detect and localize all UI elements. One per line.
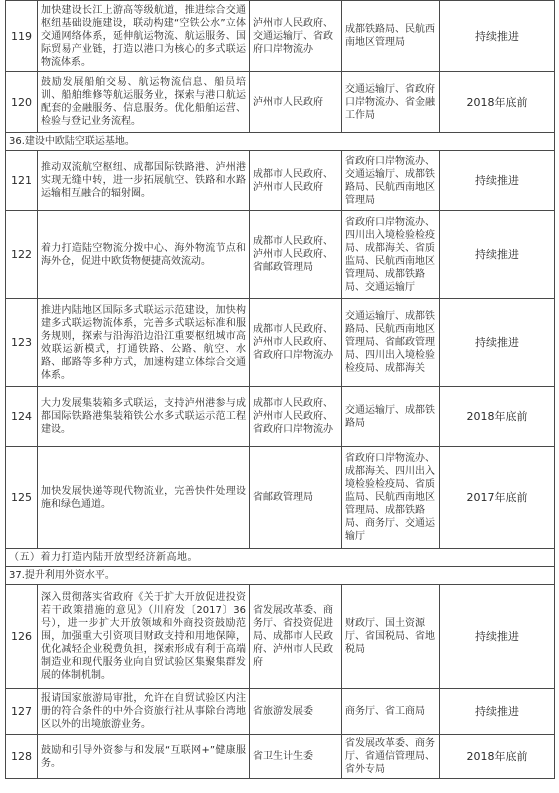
table-row bbox=[6, 387, 555, 447]
table-row bbox=[6, 151, 555, 211]
section-row bbox=[6, 133, 555, 151]
partner-department: 省发展改革委、商务厅、省通信管理局、省外专局 bbox=[342, 735, 440, 779]
task-description: 鼓励和引导外资参与和发展“互联网+”健康服务。 bbox=[38, 735, 250, 779]
time-limit: 持续推进 bbox=[440, 211, 555, 299]
item-number: 121 bbox=[6, 151, 38, 211]
item-number: 125 bbox=[6, 447, 38, 549]
time-limit: 2018年底前 bbox=[440, 387, 555, 447]
time-limit: 2018年底前 bbox=[440, 72, 555, 133]
time-limit: 2017年底前 bbox=[440, 447, 555, 549]
section-heading: 37.提升利用外资水平。 bbox=[6, 567, 555, 585]
table-row bbox=[6, 72, 555, 133]
task-description: 大力发展集装箱多式联运，支持泸州港参与成都国际铁路港集装箱铁公水多式联运示范工程建设。 bbox=[38, 387, 250, 447]
table-row bbox=[6, 585, 555, 689]
time-limit: 持续推进 bbox=[440, 585, 555, 689]
table-row bbox=[6, 299, 555, 387]
task-description: 着力打造陆空物流分拨中心、海外物流节点和海外仓，促进中欧货物便捷高效流动。 bbox=[38, 211, 250, 299]
partner-department: 省政府口岸物流办、四川出入境检验检疫局、成都海关、省质监局、民航西南地区管理局、成都铁路局、交通运输厅 bbox=[342, 211, 440, 299]
item-number: 127 bbox=[6, 689, 38, 735]
section-heading: 36.建设中欧陆空联运基地。 bbox=[6, 133, 555, 151]
time-limit: 持续推进 bbox=[440, 299, 555, 387]
lead-department: 成都市人民政府、泸州市人民政府、省政府口岸物流办 bbox=[250, 387, 342, 447]
task-description: 推进内陆地区国际多式联运示范建设，加快构建多式联运物流体系，完善多式联运标准和服务规则，探索与沿海沿边沿江重要枢纽城市高效联运新模式，打通铁路、公路、航空、水路、邮路等多种方式，加速构建立体综合交通体系。 bbox=[38, 299, 250, 387]
lead-department: 成都市人民政府、泸州市人民政府 bbox=[250, 151, 342, 211]
task-description: 加快发展快递等现代物流业，完善快件处理设施和绿色通道。 bbox=[38, 447, 250, 549]
task-description: 推动双流航空枢纽、成都国际铁路港、泸州港实现无缝中转，进一步拓展航空、铁路和水路运输相互融合的辐射圈。 bbox=[38, 151, 250, 211]
task-description: 深入贯彻落实省政府《关于扩大开放促进投资若干政策措施的意见》（川府发〔2017〕36号），进一步扩大开放领域和外商投资鼓励范围，加强重大引资项目财政支持和用地保障，优化减轻企业税费负担，探索形成有利于高端制造业和现代服务业向自贸试验区集聚集群发展的体制机制。 bbox=[38, 585, 250, 689]
partner-department: 商务厅、省工商局 bbox=[342, 689, 440, 735]
lead-department: 省卫生计生委 bbox=[250, 735, 342, 779]
time-limit: 2018年底前 bbox=[440, 735, 555, 779]
task-description: 报请国家旅游局审批，允许在自贸试验区内注册的符合条件的中外合资旅行社从事除台湾地区以外的出境旅游业务。 bbox=[38, 689, 250, 735]
partner-department: 交通运输厅、成都铁路局、民航西南地区管理局、省邮政管理局、四川出入境检验检疫局、成都海关 bbox=[342, 299, 440, 387]
lead-department: 成都市人民政府、泸州市人民政府、省邮政管理局 bbox=[250, 211, 342, 299]
item-number: 120 bbox=[6, 72, 38, 133]
item-number: 124 bbox=[6, 387, 38, 447]
lead-department: 泸州市人民政府 bbox=[250, 72, 342, 133]
section-row bbox=[6, 549, 555, 567]
item-number: 126 bbox=[6, 585, 38, 689]
item-number: 123 bbox=[6, 299, 38, 387]
partner-department: 财政厅、国土资源厅、省国税局、省地税局 bbox=[342, 585, 440, 689]
item-number: 128 bbox=[6, 735, 38, 779]
lead-department: 省旅游发展委 bbox=[250, 689, 342, 735]
partner-department: 成都铁路局、民航西南地区管理局 bbox=[342, 1, 440, 72]
lead-department: 省发展改革委、商务厅、省投资促进局、成都市人民政府、泸州市人民政府 bbox=[250, 585, 342, 689]
partner-department: 交通运输厅、省政府口岸物流办、省金融工作局 bbox=[342, 72, 440, 133]
table-row bbox=[6, 211, 555, 299]
task-description: 加快建设长江上游高等级航道，推进综合交通枢纽基础设施建设，联动构建“空铁公水”立体交通网络体系，延伸航运物流、航运服务、国际贸易产业链，打造以港口为核心的多式联运物流体系。 bbox=[38, 1, 250, 72]
lead-department: 成都市人民政府、泸州市人民政府、省政府口岸物流办 bbox=[250, 299, 342, 387]
partner-department: 交通运输厅、成都铁路局 bbox=[342, 387, 440, 447]
item-number: 122 bbox=[6, 211, 38, 299]
partner-department: 省政府口岸物流办、交通运输厅、成都铁路局、民航西南地区管理局 bbox=[342, 151, 440, 211]
table-row bbox=[6, 735, 555, 779]
time-limit: 持续推进 bbox=[440, 1, 555, 72]
item-number: 119 bbox=[6, 1, 38, 72]
table-row bbox=[6, 689, 555, 735]
task-description: 鼓励发展船舶交易、航运物流信息、船员培训、船舶维修等航运服务业，探索与港口航运配套的金融服务、信息服务。优化船舶运营、检验与登记业务流程。 bbox=[38, 72, 250, 133]
section-row bbox=[6, 567, 555, 585]
table-row bbox=[6, 447, 555, 549]
time-limit: 持续推进 bbox=[440, 151, 555, 211]
lead-department: 省邮政管理局 bbox=[250, 447, 342, 549]
table-row bbox=[6, 1, 555, 72]
time-limit: 持续推进 bbox=[440, 689, 555, 735]
chapter-heading: （五）着力打造内陆开放型经济新高地。 bbox=[6, 549, 555, 567]
lead-department: 泸州市人民政府、交通运输厅、省政府口岸物流办 bbox=[250, 1, 342, 72]
task-table bbox=[5, 0, 555, 779]
partner-department: 省政府口岸物流办、成都海关、四川出入境检验检疫局、省质监局、民航西南地区管理局、成都铁路局、商务厅、交通运输厅 bbox=[342, 447, 440, 549]
